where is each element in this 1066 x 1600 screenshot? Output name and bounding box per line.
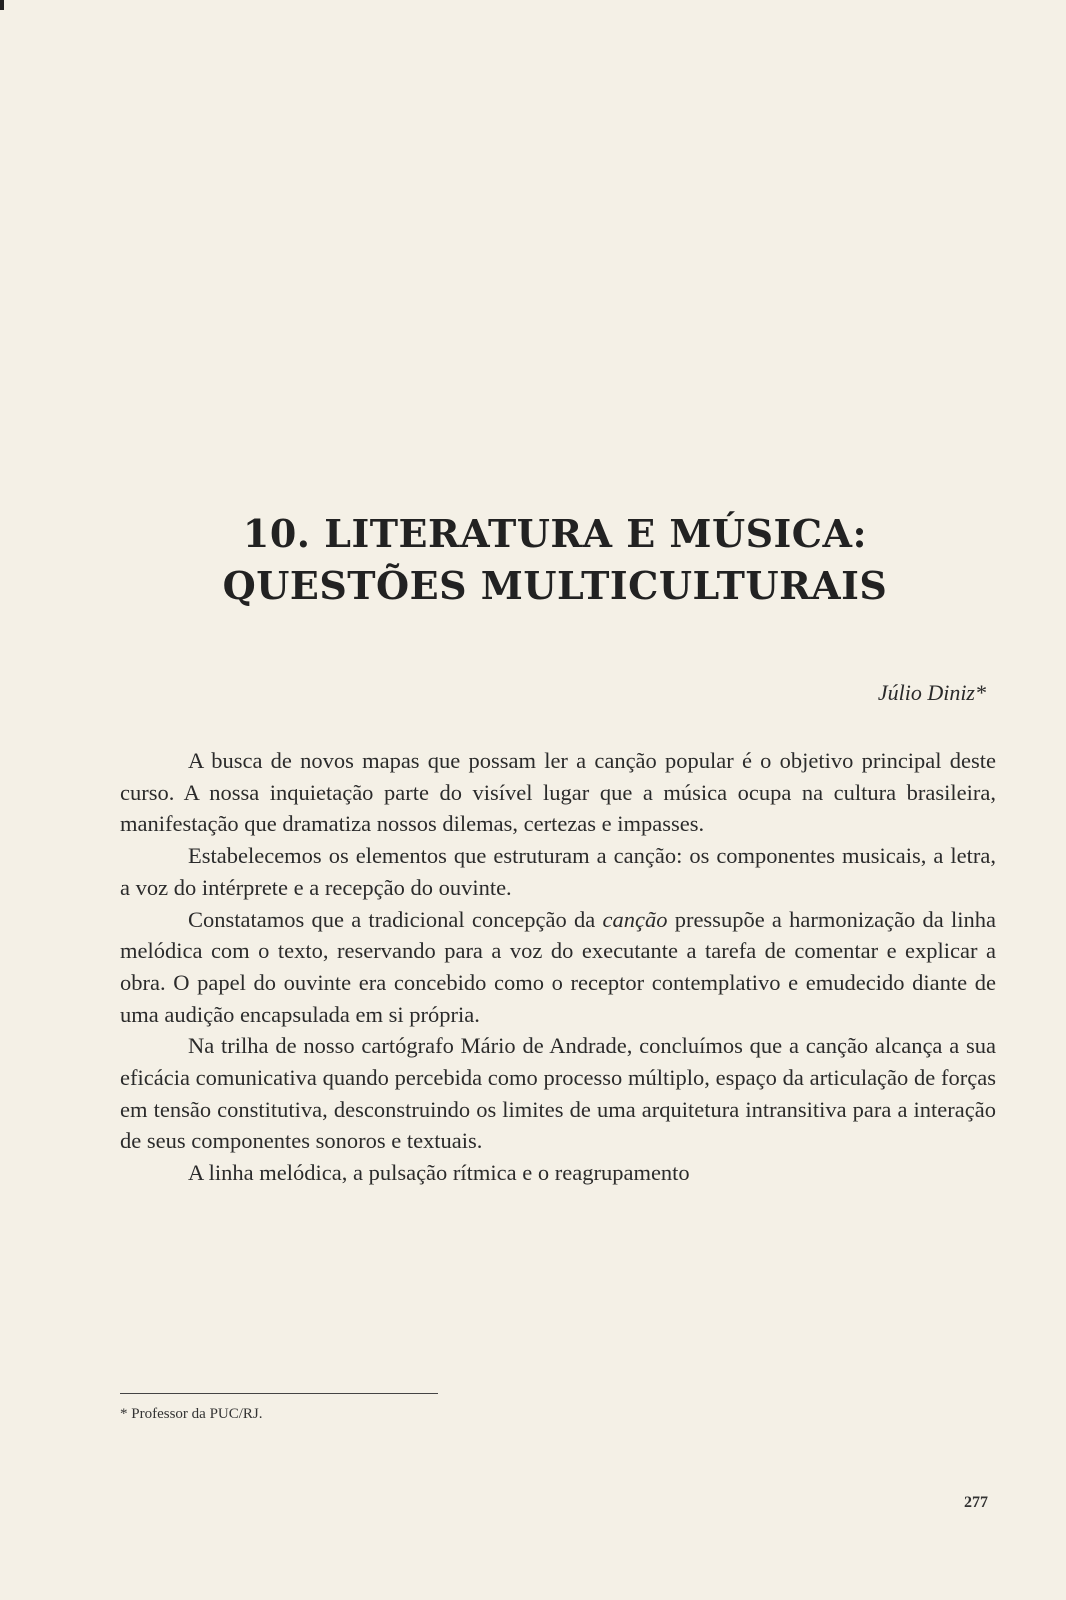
paragraph-3-emphasis: canção xyxy=(602,906,668,932)
scan-corner-mark xyxy=(0,0,4,10)
chapter-title-line-2: QUESTÕES MULTICULTURAIS xyxy=(222,563,888,608)
paragraph-3 xyxy=(120,904,996,1031)
chapter-title-line-1: 10. LITERATURA E MÚSICA: xyxy=(242,511,868,556)
footnote: * Professor da PUC/RJ. xyxy=(120,1406,263,1422)
body-text xyxy=(120,745,996,1189)
paragraph-3-text-after: pressupõe a harmonização da linha melódica com o texto, reservando para a voz do executante a tarefa de comentar e explicar a obra. O papel do ouvinte era concebido como o receptor contemplativo e emudecido diante de uma audição encapsulada em si própria. xyxy=(120,906,996,1027)
page-number: 277 xyxy=(964,1494,988,1511)
paragraph-3-text-before: Constatamos que a tradicional concepção da xyxy=(188,906,603,932)
paragraph-1: A busca de novos mapas que possam ler a canção popular é o objetivo principal deste curso. A nossa inquietação parte do visível lugar que a música ocupa na cultura brasileira, manifestação que dramatiza nossos dilemas, certezas e impasses. xyxy=(120,748,996,837)
paragraph-4: Na trilha de nosso cartógrafo Mário de Andrade, concluímos que a canção alcança a sua eficácia comunicativa quando percebida como processo múltiplo, espaço da articulação de forças em tensão constitutiva, desconstruindo os limites de uma arquitetura intransitiva para a interação de seus componentes sonoros e textuais. xyxy=(120,1033,996,1154)
author-name: Júlio Diniz* xyxy=(877,680,986,705)
footnote-divider xyxy=(120,1393,438,1394)
paragraph-5: A linha melódica, a pulsação rítmica e o reagrupamento xyxy=(188,1160,690,1186)
chapter-title xyxy=(120,508,990,612)
paragraph-2: Estabelecemos os elementos que estruturam a canção: os componentes musicais, a letra, a voz do intérprete e a recepção do ouvinte. xyxy=(120,843,996,900)
